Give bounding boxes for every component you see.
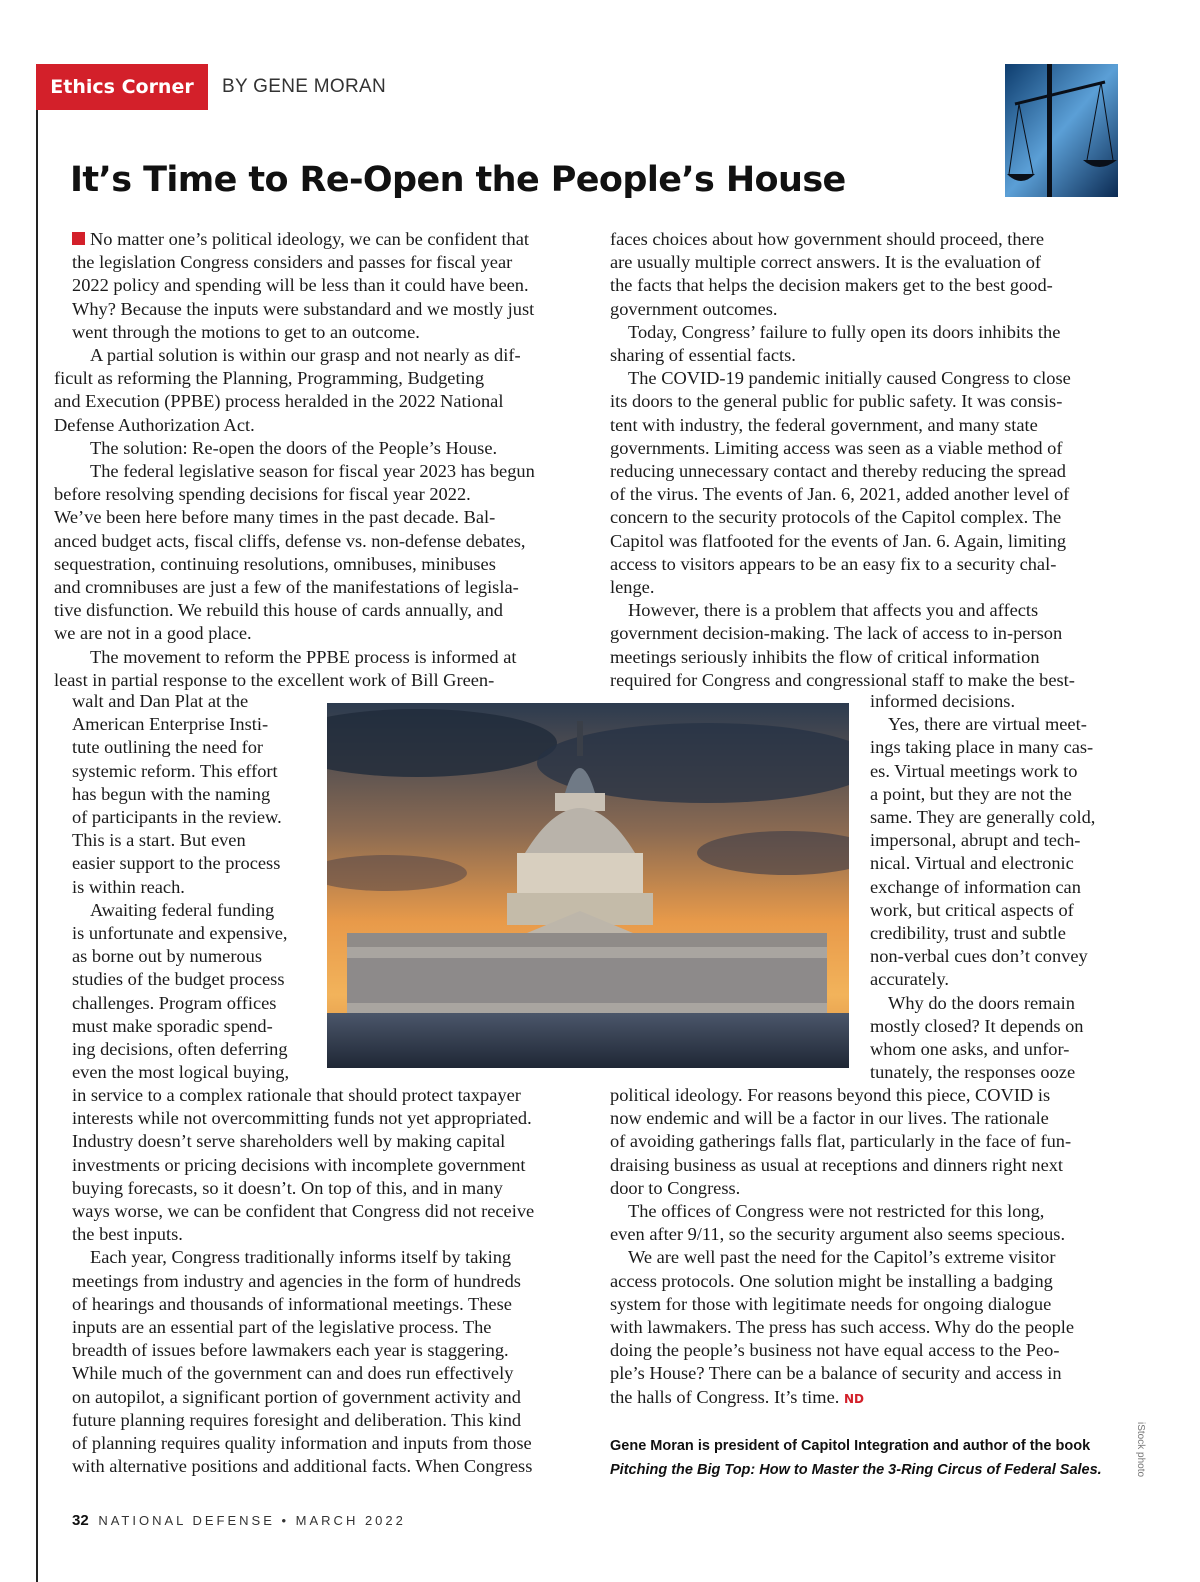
end-mark: ND: [843, 1391, 864, 1406]
column-a-bottom: in service to a complex rationale that should protect taxpayer interests while not overcommitting funds not yet appropriated. Industry doesn’t serve shareholders well by making capital investments or pricing decisions with incomplete government buying forecasts, so it doesn’t. On top of this, and in many ways worse, we can be confident that Congress did not receive the best inputs. Each year, Congress traditionally informs itself by taking meetings from industry and agencies in the form of hundreds of hearings and thousands of informational meetings. These inputs are an essential part of the legislative process. The breadth of issues before lawmakers each year is staggering. While much of the government can and does run effectively on autopilot, a significant portion of government activity and future planning requires foresight and deliberation. This kind of planning requires quality information and inputs from those with alternative positions and additional facts. When Congress: [72, 1085, 535, 1477]
paragraph: The solution: Re-open the doors of the People’s House.: [90, 437, 498, 458]
author-bio: Gene Moran is president of Capitol Integration and author of the book Pitching the Big Top: How to Master the 3-Ring Circus of Federal Sales.: [610, 1438, 1102, 1478]
paragraph: The movement to reform the PPBE process is informed at least in partial response to the excellent work of Bill Green-: [54, 646, 517, 690]
byline: BY GENE MORAN: [222, 76, 387, 97]
section-tag: Ethics Corner: [36, 64, 208, 110]
publication-line: NATIONAL DEFENSE • MARCH 2022: [98, 1513, 406, 1528]
book-title: Pitching the Big Top: How to Master the 3-Ring Circus of Federal Sales.: [610, 1462, 1102, 1478]
scales-of-justice-photo: [1005, 64, 1118, 197]
photo-credit: iStock photo: [1135, 1422, 1146, 1478]
capitol-building-photo: [327, 703, 849, 1068]
column-a-top: [54, 228, 584, 692]
column-b-bottom: political ideology. For reasons beyond this piece, COVID is now endemic and will be a factor in our lives. The rationale of avoiding gatherings falls flat, particularly in the face of fun- draising business as usual at receptions and dinners right next door to Congress. The offices of Congress were not restricted for this long, even after 9/11, so the security argument also seems specious. We are well past the need for the Capitol’s extreme visitor access protocols. One solution might be installing a badging system for those with legitimate needs for ongoing dialogue with lawmakers. The press has such access. Why do the people doing the people’s business not have equal access to the Peo- ple’s House? There can be a balance of security and access in the halls of Congress. It’s time. ND: [610, 1085, 1075, 1407]
article-headline: It’s Time to Re-Open the People’s House: [70, 160, 846, 200]
page-footer: [72, 1512, 406, 1529]
column-b-wrap: informed decisions. Yes, there are virtual meet- ings taking place in many cas- es. Virtual meetings work to a point, but they are not the same. They are generally cold, impersonal, abrupt and tech- nical. Virtual and electronic exchange of information can work, but critical aspects of credibility, trust and subtle non-verbal cues don’t convey accurately. Why do the doors remain mostly closed? It depends on whom one asks, and unfor- tunately, the responses ooze: [870, 691, 1096, 1083]
paragraph: A partial solution is within our grasp and not nearly as dif- ficult as reforming the Planning, Programming, Budgeting and Execution (PPBE) process heralded in the 2022 National Defense Authorization Act.: [54, 345, 521, 435]
left-margin-rule: [36, 64, 38, 1582]
column-b-top: faces choices about how government should proceed, there are usually multiple correct answers. It is the evaluation of the facts that helps the decision makers get to the best good- government outcomes. Today, Congress’ failure to fully open its doors inhibits the sharing of essential facts. The COVID-19 pandemic initially caused Congress to close its doors to the general public for public safety. It was consis- tent with industry, the federal government, and many state governments. Limiting access was seen as a viable method of reducing unnecessary contact and thereby reducing the spread of the virus. The events of Jan. 6, 2021, added another level of concern to the security protocols of the Capitol complex. The Capitol was flatfooted for the events of Jan. 6. Again, limiting access to visitors appears to be an easy fix to a security chal- lenge. However, there is a problem that affects you and affects government decision-making. The lack of access to in-person meetings seriously inhibits the flow of critical information required for Congress and congressional staff to make the best-: [610, 229, 1075, 690]
paragraph: The federal legislative season for fiscal year 2023 has begun before resolving spending decisions for fiscal year 2022. We’ve been here before many times in the past decade. Bal- anced budget acts, fiscal cliffs, defense vs. non-defense debates, sequestration, continuing resolutions, omnibuses, minibuses and cromnibuses are just a few of the manifestations of legisla- tive disfunction. We rebuild this house of cards annually, and we are not in a good place.: [54, 461, 535, 644]
page-number: 32: [72, 1512, 89, 1529]
column-a-wrap: walt and Dan Plat at the American Enterprise Insti- tute outlining the need for systemic reform. This effort has begun with the naming of participants in the review. This is a start. But even easier support to the process is within reach. Awaiting federal funding is unfortunate and expensive, as borne out by numerous studies of the budget process challenges. Program offices must make sporadic spend- ing decisions, often deferring even the most logical buying,: [72, 691, 290, 1083]
red-square-bullet-icon: [72, 232, 85, 245]
paragraph: No matter one’s political ideology, we can be confident that the legislation Congress considers and passes for fiscal year 2022 policy and spending will be less than it could have been. Why? Because the inputs were substandard and we mostly just went through the motions to get to an outcome.: [72, 229, 535, 342]
